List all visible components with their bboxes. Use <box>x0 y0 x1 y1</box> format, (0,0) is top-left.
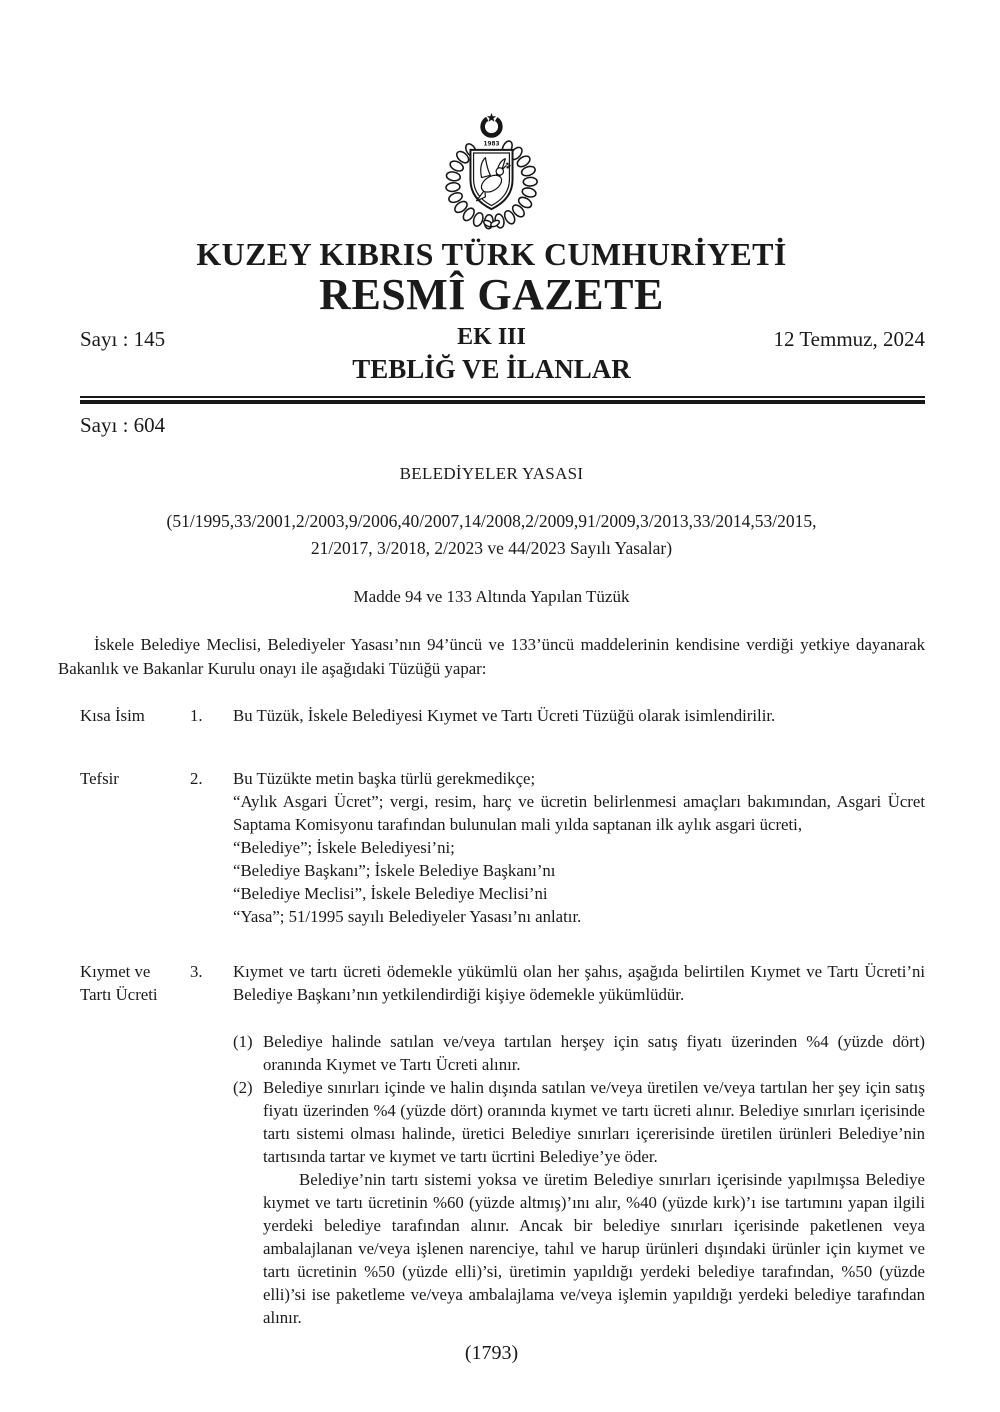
trnc-coat-of-arms-emblem <box>436 110 547 234</box>
article-1-side-label: Kısa İsim <box>80 705 145 725</box>
article-2-line: Bu Tüzükte metin başka türlü gerekmedikçe; <box>233 768 536 788</box>
double-rule-divider <box>80 396 925 404</box>
article-2-number: 2. <box>190 768 203 788</box>
supplement-label: EK III <box>457 323 526 350</box>
subitem-2 <box>233 1076 925 1329</box>
article-2-text <box>233 767 925 928</box>
law-title: BELEDİYELER YASASI <box>399 463 584 483</box>
masthead-meta-row <box>58 324 925 352</box>
crescent-star-icon <box>483 113 501 136</box>
article-1 <box>80 704 925 727</box>
gazette-issue-number: Sayı : 145 <box>80 326 166 351</box>
article-1-text: Bu Tüzük, İskele Belediyesi Kıymet ve Tartı Ücreti Tüzüğü olarak isimlendirilir. <box>233 705 776 725</box>
masthead <box>58 0 925 385</box>
article-2-line: “Belediye”; İskele Belediyesi’ni; <box>233 837 455 857</box>
star-icon <box>487 113 496 122</box>
gazette-title: RESMÎ GAZETE <box>319 269 664 319</box>
law-references-line1: (51/1995,33/2001,2/2003,9/2006,40/2007,14/2008,2/2009,91/2009,3/2013,33/2014,53/2015, <box>166 510 817 531</box>
law-references-line2: 21/2017, 3/2018, 2/2023 ve 44/2023 Sayılı Yasalar) <box>310 537 673 558</box>
article-2-line: “Belediye Meclisi”, İskele Belediye Meclisi’ni <box>233 883 548 903</box>
subitem-1-marker: (1) <box>233 1031 253 1051</box>
article-3-side-label: Kıymet ve Tartı Ücreti <box>80 961 158 1004</box>
article-3-number: 3. <box>190 961 203 981</box>
page-footer <box>58 1342 925 1365</box>
subitem-2-paragraph: Belediye sınırları içinde ve halin dışında satılan ve/veya üretilen ve/veya tartılan her şey için satış fiyatı üzerinden %4 (yüzde dört) oranında kıymet ve tartı ücreti alınır. Belediye sınırları içerisinde tartı sistemi olması halinde, üretici Belediye sınırları içererisinde üretilen ürünleri Belediye’nin tartısında tartar ve kıymet ve tartı ücrtini Belediye’ye öder. <box>263 1077 925 1166</box>
subitem-2-marker: (2) <box>233 1077 253 1097</box>
article-2-line: “Yasa”; 51/1995 sayılı Belediyeler Yasası’nı anlatır. <box>233 906 582 926</box>
article-1-number: 1. <box>190 705 203 725</box>
article-3-text: Kıymet ve tartı ücreti ödemekle yükümlü olan her şahıs, aşağıda belirtilen Kıymet ve Tartı Ücreti’ni Belediye Başkanı’nın yetkilendirdiği kişiye ödemekle yükümlüdür. <box>233 961 925 1004</box>
emblem-year: 1983 <box>483 141 500 148</box>
subitem-1 <box>233 1030 925 1076</box>
subitem-2-text <box>263 1076 925 1329</box>
section-title: TEBLİĞ VE İLANLAR <box>352 353 631 384</box>
notice-number: Sayı : 604 <box>80 412 166 437</box>
gazette-date: 12 Temmuz, 2024 <box>773 326 925 351</box>
preamble-paragraph: İskele Belediye Meclisi, Belediyeler Yasası’nın 94’üncü ve 133’üncü maddelerinin kendisine verdiği yetkiye dayanarak Bakanlık ve Bakanlar Kurulu onayı ile aşağıdaki Tüzüğü yapar: <box>58 634 925 678</box>
article-3 <box>80 960 925 1006</box>
notice-body <box>58 413 925 1365</box>
country-title: KUZEY KIBRIS TÜRK CUMHURİYETİ <box>196 236 787 272</box>
article-3-subitems <box>233 1030 925 1329</box>
subitem-1-text: Belediye halinde satılan ve/veya tartılan herşey için satış fiyatı üzerinden %4 (yüzde dört) oranında Kıymet ve Tartı Ücreti alınır. <box>263 1031 925 1074</box>
law-references <box>58 508 925 562</box>
article-2-line: “Aylık Asgari Ücret”; vergi, resim, harç ve ücretin belirlenmesi amaçları bakımından, Asgari Ücret Saptama Komisyonu tarafından bulunulan mali yılda saptanan ilk aylık asgari ücreti, <box>233 791 925 834</box>
page-number: (1793) <box>464 1341 519 1364</box>
regulation-subtitle: Madde 94 ve 133 Altında Yapılan Tüzük <box>353 586 630 606</box>
article-2-side-label: Tefsir <box>80 768 119 788</box>
subitem-2-continuation: Belediye’nin tartı sistemi yoksa ve üretim Belediye sınırları içerisinde yapılmışsa Belediye kıymet ve tartı ücretinin %60 (yüzde altmış)’ını alır, %40 (yüzde kırk)’ı ise tartımını yapan ilgili yerdeki belediye tarafından alınır. Ancak bir belediye sınırları içerisinde paketlenen veya ambalajlanan ve/veya işlenen narenciye, tahıl ve harup ürünleri dışındaki ürünler için kıymet ve tartı ücretinin %50 (yüzde elli)’si, üretimin yapıldığı yerdeki belediye tarafından, %50 (yüzde elli)’si ise paketleme ve/veya ambalajlama ve/veya işlemin yapıldığı yerdeki belediye tarafından alınır. <box>263 1169 925 1327</box>
article-2 <box>80 767 925 928</box>
article-2-line: “Belediye Başkanı”; İskele Belediye Başkanı’nı <box>233 860 556 880</box>
